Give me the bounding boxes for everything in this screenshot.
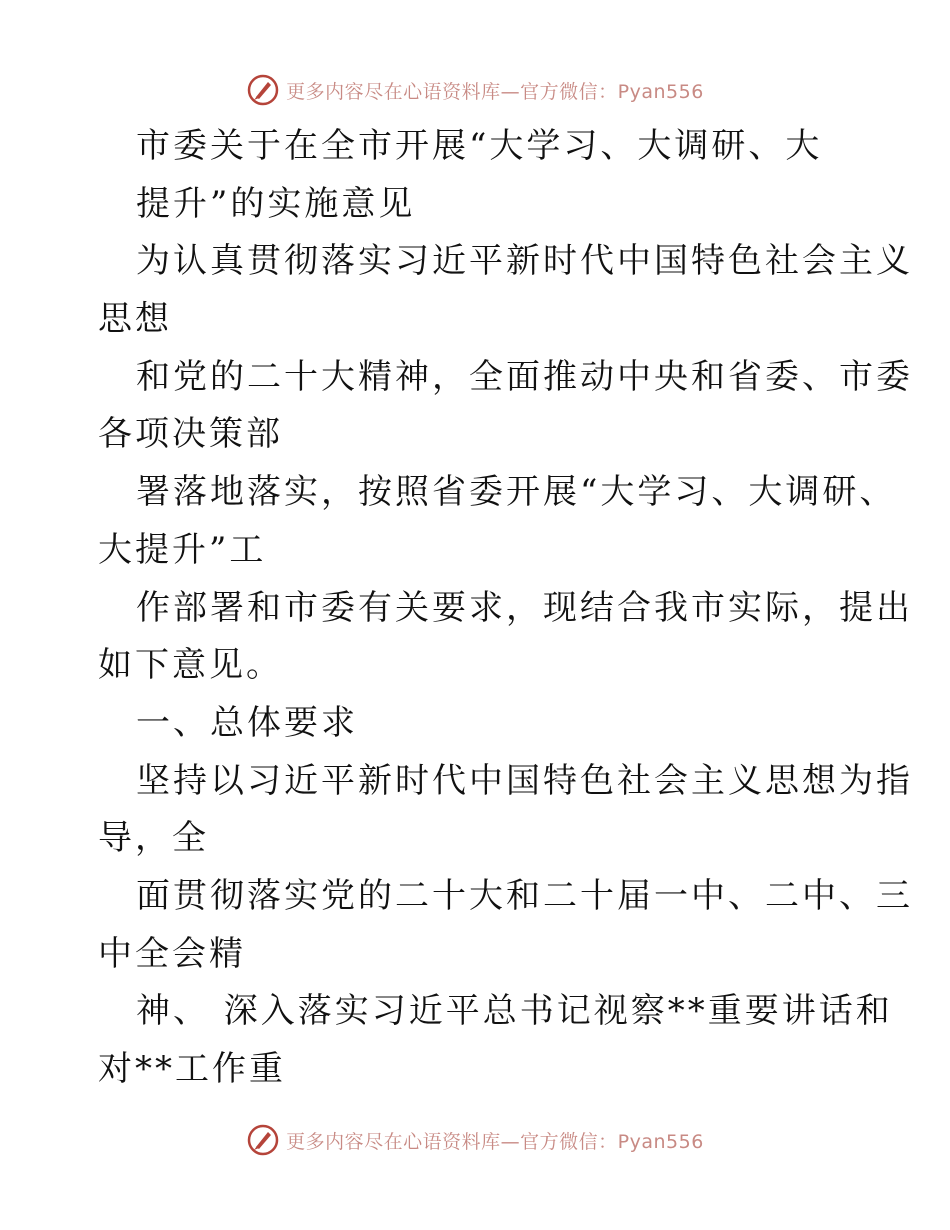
paragraph-line: 各项决策部: [98, 414, 283, 455]
paragraph-line: 对**工作重: [98, 1049, 286, 1089]
pen-nib-logo-icon: [246, 1123, 280, 1157]
paragraph-line: 思想: [98, 299, 172, 340]
paragraph-line: 为认真贯彻落实习近平新时代中国特色社会主义: [136, 241, 913, 282]
paragraph-line: 神、 深入落实习近平总书记视察**重要讲话和: [136, 991, 893, 1032]
paragraph-line: 作部署和市委有关要求，现结合我市实际，提出: [136, 587, 913, 628]
doc-title-line-1: 市委关于在全市开展“大学习、大调研、大: [136, 126, 823, 166]
section-heading: 一、总体要求: [136, 702, 358, 743]
document-body: [98, 118, 913, 1099]
paragraph-line: 和党的二十大精神，全面推动中央和省委、市委: [136, 356, 913, 397]
paragraph-line: 中全会精: [98, 933, 246, 974]
footer-banner-text: 更多内容尽在心语资料库—官方微信：Pyan556: [286, 1130, 704, 1153]
header-banner: [0, 70, 950, 110]
paragraph-line: 大提升”工: [98, 529, 267, 570]
paragraph-line: 署落地落实，按照省委开展“大学习、大调研、: [136, 472, 897, 513]
paragraph-line: 导，全: [98, 818, 209, 859]
pen-nib-logo-icon: [246, 73, 280, 107]
paragraph-line: 面贯彻落实党的二十大和二十届一中、二中、三: [136, 875, 913, 916]
paragraph-line: 如下意见。: [98, 645, 283, 686]
footer-banner: [0, 1120, 950, 1160]
doc-title-line-2: 提升”的实施意见: [136, 183, 416, 224]
header-banner-text: 更多内容尽在心语资料库—官方微信：Pyan556: [286, 80, 704, 103]
paragraph-line: 坚持以习近平新时代中国特色社会主义思想为指: [136, 760, 913, 801]
